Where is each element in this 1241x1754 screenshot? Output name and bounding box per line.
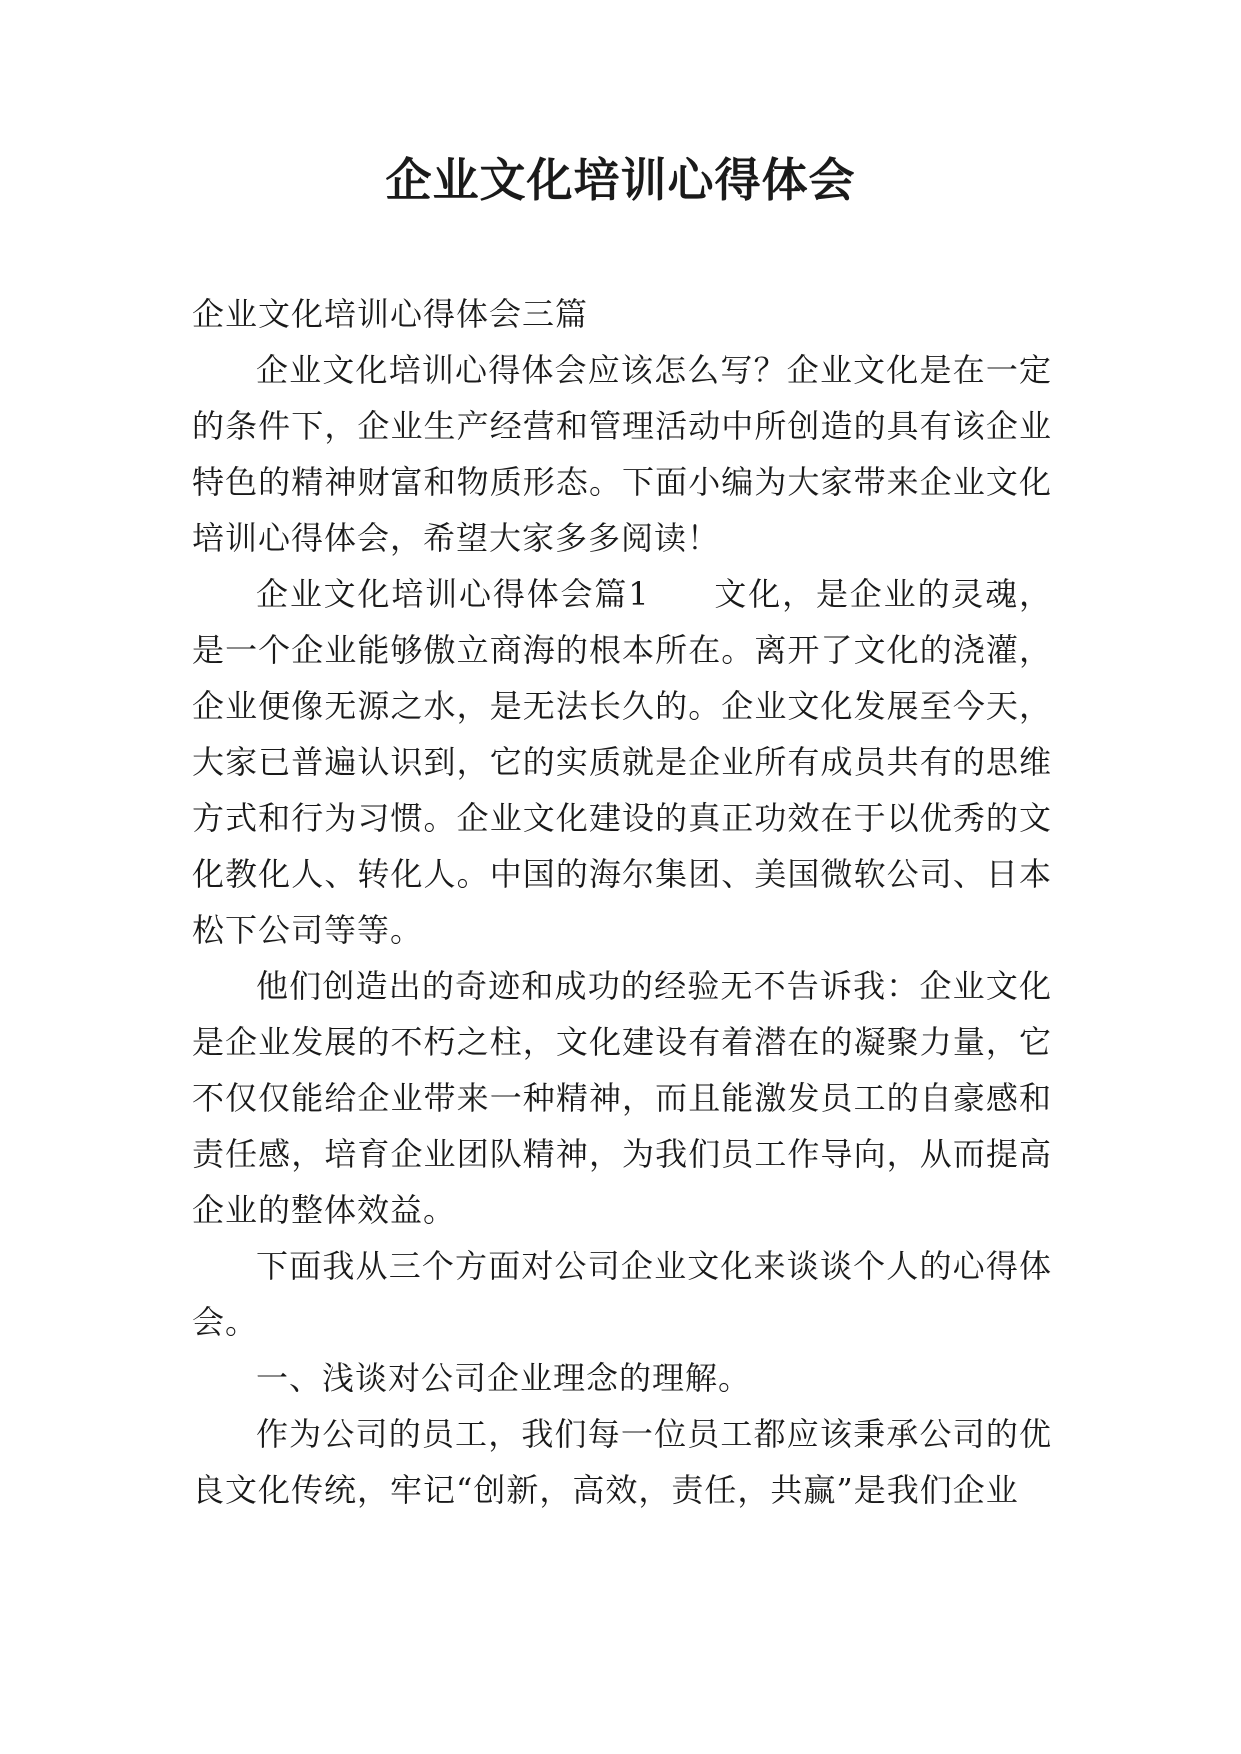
section1-heading: 企业文化培训心得体会篇1 (256, 575, 650, 613)
document-body (192, 286, 1052, 1518)
section1-paragraph (192, 566, 1052, 958)
paragraph-4: 作为公司的员工，我们每一位员工都应该秉承公司的优良文化传统，牢记“创新，高效，责任，共赢”是我们企业 (192, 1415, 1052, 1509)
paragraph-3: 下面我从三个方面对公司企业文化来谈谈个人的心得体会。 (192, 1247, 1052, 1341)
point-1-heading: 一、浅谈对公司企业理念的理解。 (256, 1359, 752, 1397)
paragraph-2: 他们创造出的奇迹和成功的经验无不告诉我：企业文化是企业发展的不朽之柱，文化建设有着潜在的凝聚力量，它不仅仅能给企业带来一种精神，而且能激发员工的自豪感和责任感，培育企业团队精神，为我们员工作导向，从而提高企业的整体效益。 (192, 967, 1052, 1229)
document-title: 企业文化培训心得体会 (385, 153, 856, 207)
document-subtitle: 企业文化培训心得体会三篇 (192, 295, 589, 333)
intro-paragraph: 企业文化培训心得体会应该怎么写？企业文化是在一定的条件下，企业生产经营和管理活动中所创造的具有该企业特色的精神财富和物质形态。下面小编为大家带来企业文化培训心得体会，希望大家多多阅读！ (192, 351, 1052, 557)
section1-lead-text: 文化，是企业的灵魂，是一个企业能够傲立商海的根本所在。离开了文化的浇灌，企业便像无源之水，是无法长久的。企业文化发展至今天，大家已普遍认识到，它的实质就是企业所有成员共有的思维方式和行为习惯。企业文化建设的真正功效在于以优秀的文化教化人、转化人。中国的海尔集团、美国微软公司、日本松下公司等等。 (192, 575, 1052, 949)
